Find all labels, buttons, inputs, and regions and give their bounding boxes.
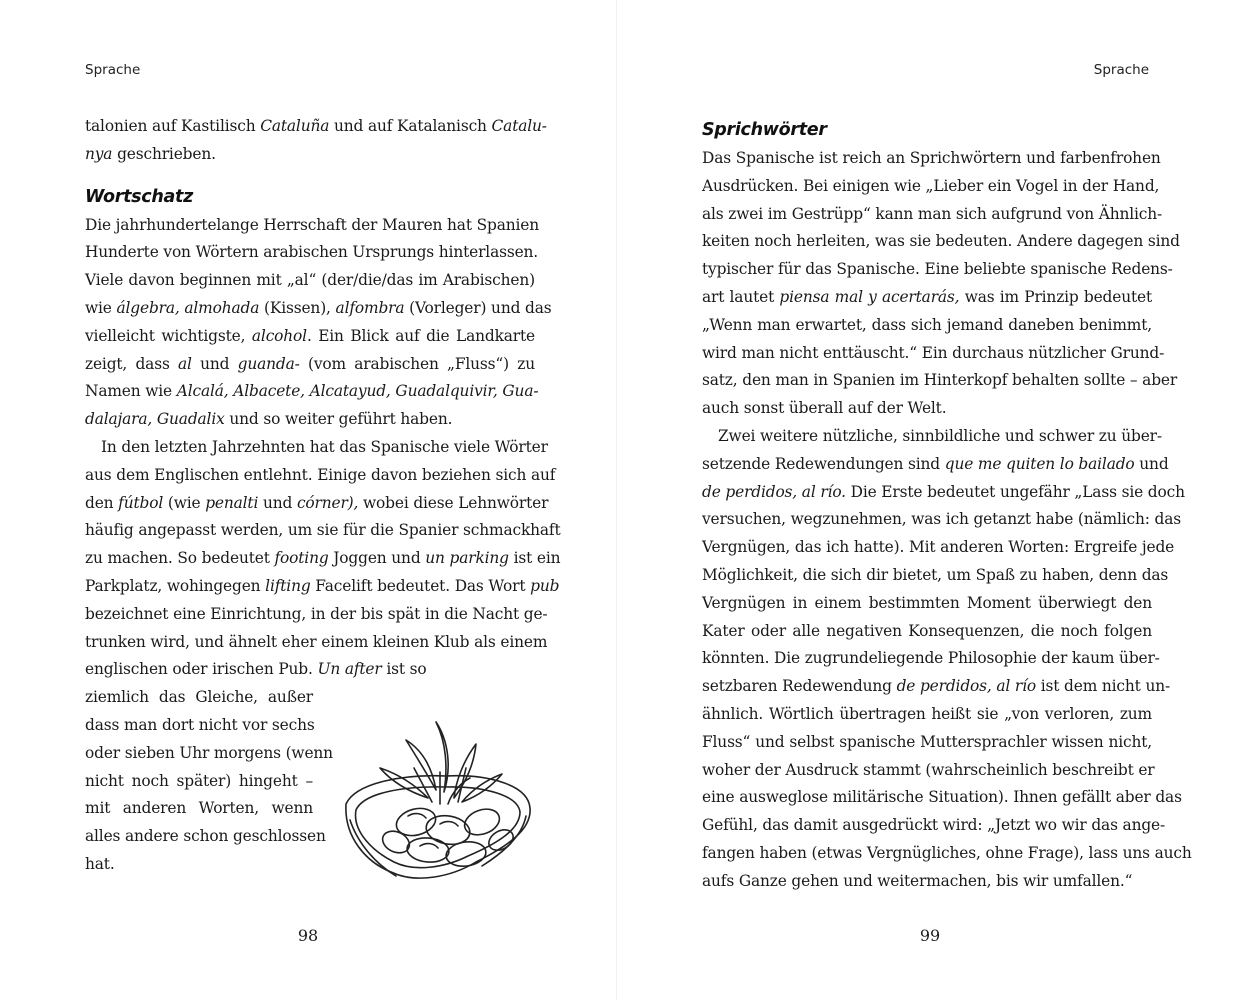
text-line: Parkplatz, wohingegen lifting Facelift bedeutet. Das Wort pub xyxy=(85,576,560,595)
text-line: nya geschrieben. xyxy=(85,144,216,163)
left-page xyxy=(0,0,617,1000)
text-line: englischen oder irischen Pub. Un after ist so xyxy=(85,660,427,679)
text-line: wird man nicht enttäuscht.“ Ein durchaus nützlicher Grund- xyxy=(702,343,1165,362)
text-line: setzbaren Redewendung de perdidos, al río ist dem nicht un- xyxy=(702,677,1171,696)
text-line: Namen wie Alcalá, Albacete, Alcatayud, Guadalquivir, Gua- xyxy=(85,382,539,401)
text-line: keiten noch herleiten, was sie bedeuten. Andere dagegen sind xyxy=(702,232,1180,251)
text-line: zu machen. So bedeutet footing Joggen und un parking ist ein xyxy=(85,549,561,568)
right-body xyxy=(702,115,1192,896)
text-line: fangen haben (etwas Vergnügliches, ohne Frage), lass uns auch xyxy=(702,843,1192,862)
text-line: Möglichkeit, die sich dir bietet, um Spaß zu haben, denn das xyxy=(702,565,1169,584)
text-line: Fluss“ und selbst spanische Muttersprachler wissen nicht, xyxy=(702,732,1152,751)
text-line: „Wenn man erwartet, dass sich jemand daneben benimmt, xyxy=(702,315,1152,334)
text-line: setzende Redewendungen sind que me quiten lo bailado und xyxy=(702,454,1169,473)
text-line: auch sonst überall auf der Welt. xyxy=(702,399,947,418)
text-line: hat. xyxy=(85,854,115,873)
text-line: vielleicht wichtigste, alcohol. Ein Blick auf die Landkarte xyxy=(85,326,535,345)
text-line: Viele davon beginnen mit „al“ (der/die/das im Arabischen) xyxy=(85,271,535,290)
text-line: nicht noch später) hingeht – xyxy=(85,771,313,790)
text-line: aus dem Englischen entlehnt. Einige davon beziehen sich auf xyxy=(85,465,556,484)
text-line: Kater oder alle negativen Konsequenzen, die noch folgen xyxy=(702,621,1152,640)
text-line: dass man dort nicht vor sechs xyxy=(85,715,315,734)
text-line: mit anderen Worten, wenn xyxy=(85,799,313,818)
text-line: satz, den man in Spanien im Hinterkopf behalten sollte – aber xyxy=(702,371,1178,390)
text-line: In den letzten Jahrzehnten hat das Spanische viele Wörter xyxy=(101,437,548,456)
text-line: Ausdrücken. Bei einigen wie „Lieber ein Vogel in der Hand, xyxy=(702,176,1160,195)
text-line: art lautet piensa mal y acertarás, was im Prinzip bedeutet xyxy=(702,287,1153,306)
text-line: häufig angepasst werden, um sie für die Spanier schmackhaft xyxy=(85,521,561,540)
text-line: dalajara, Guadalix und so weiter geführt haben. xyxy=(85,410,453,429)
text-line: als zwei im Gestrüpp“ kann man sich aufgrund von Ähnlich- xyxy=(702,204,1163,223)
text-line: woher der Ausdruck stammt (wahrscheinlich beschreibt er xyxy=(702,760,1155,779)
running-head: Sprache xyxy=(85,62,141,78)
right-page xyxy=(617,0,1234,1000)
text-line: Vergnügen, das ich hatte). Mit anderen Worten: Ergreife jede xyxy=(702,538,1175,557)
text-line: oder sieben Uhr morgens (wenn xyxy=(85,743,333,762)
text-line: talonien auf Kastilisch Cataluña und auf Katalanisch Catalu- xyxy=(85,117,547,135)
text-line: trunken wird, und ähnelt eher einem kleinen Klub als einem xyxy=(85,632,548,651)
text-line: ähnlich. Wörtlich übertragen heißt sie „von verloren, zum xyxy=(702,704,1152,723)
text-line: den fútbol (wie penalti und córner), wobei diese Lehnwörter xyxy=(85,493,549,512)
text-line: aufs Ganze gehen und weitermachen, bis wir umfallen.“ xyxy=(702,871,1133,890)
text-line: Vergnügen in einem bestimmten Moment überwiegt den xyxy=(702,593,1152,612)
section-heading: Wortschatz xyxy=(85,186,193,207)
page-number: 98 xyxy=(297,926,319,945)
text-line: Hunderte von Wörtern arabischen Ursprungs hinterlassen. xyxy=(85,243,539,262)
text-line: bezeichnet eine Einrichtung, in der bis spät in die Nacht ge- xyxy=(85,604,548,623)
text-line: alles andere schon geschlossen xyxy=(85,827,326,846)
text-line: ziemlich das Gleiche, außer xyxy=(85,688,313,707)
section-heading: Sprichwörter xyxy=(702,120,827,140)
text-line: versuchen, wegzunehmen, was ich getanzt habe (nämlich: das xyxy=(702,510,1182,529)
tapas-bowl-illustration xyxy=(336,712,536,897)
text-line: wie álgebra, almohada (Kissen), alfombra (Vorleger) und das xyxy=(85,298,552,317)
text-line: typischer für das Spanische. Eine beliebte spanische Redens- xyxy=(702,260,1173,279)
text-line: Gefühl, das damit ausgedrückt wird: „Jetzt wo wir das ange- xyxy=(702,816,1166,835)
text-line: Die jahrhundertelange Herrschaft der Mauren hat Spanien xyxy=(85,215,539,234)
text-line: Das Spanische ist reich an Sprichwörtern und farbenfrohen xyxy=(702,149,1161,167)
text-line: zeigt, dass al und guanda- (vom arabischen „Fluss“) zu xyxy=(85,354,535,373)
text-line: de perdidos, al río. Die Erste bedeutet ungefähr „Lass sie doch xyxy=(702,482,1185,501)
text-line: könnten. Die zugrundeliegende Philosophie der kaum über- xyxy=(702,649,1160,668)
text-line: eine ausweglose militärische Situation). Ihnen gefällt aber das xyxy=(702,788,1182,807)
text-line: Zwei weitere nützliche, sinnbildliche und schwer zu über- xyxy=(718,426,1162,445)
running-head: Sprache xyxy=(1093,62,1149,78)
page-number: 99 xyxy=(919,926,941,945)
